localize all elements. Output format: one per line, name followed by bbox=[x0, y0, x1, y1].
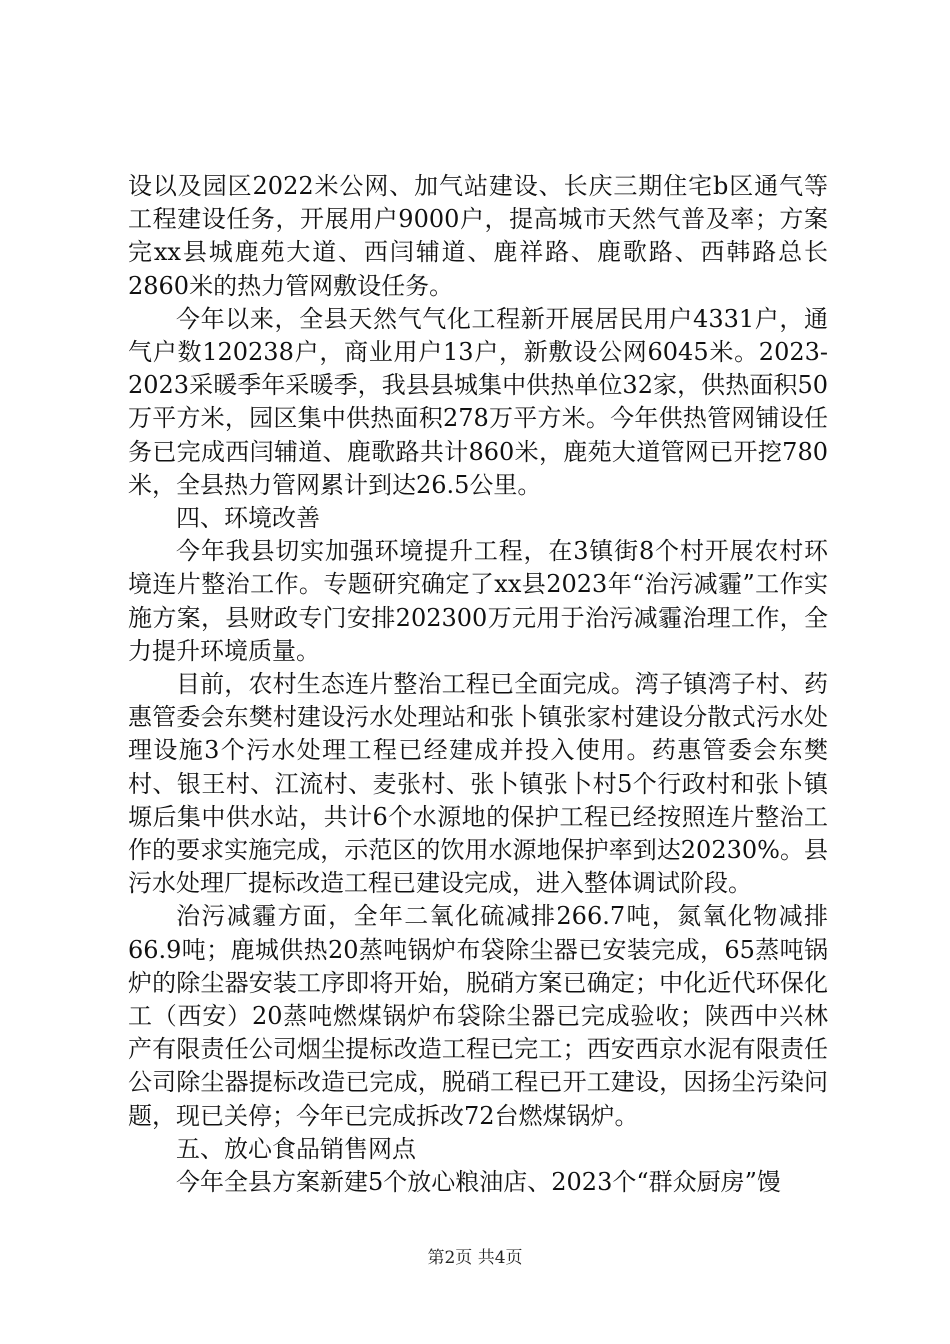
document-body bbox=[128, 170, 828, 1199]
paragraph-rural-renovation: 目前，农村生态连片整治工程已全面完成。湾子镇湾子村、药惠管委会东樊村建设污水处理站和张卜镇张家村建设分散式污水处理设施3个污水处理工程已经建成并投入使用。药惠管委会东樊村、银王村、江流村、麦张村、张卜镇张卜村5个行政村和张卜镇塬后集中供水站，共计6个水源地的保护工程已经按照连片整治工作的要求实施完成，示范区的饮用水源地保护率到达20230%。县污水处理厂提标改造工程已建设完成，进入整体调试阶段。 bbox=[128, 670, 828, 898]
page-number-footer: 第2页 共4页 bbox=[427, 1248, 523, 1268]
paragraph-food-outlets: 今年全县方案新建5个放心粮油店、2023个“群众厨房”馒 bbox=[176, 1168, 781, 1197]
paragraph-pollution-control: 治污减霾方面，全年二氧化硫减排266.7吨，氮氧化物减排66.9吨；鹿城供热20蒸吨锅炉布袋除尘器已安装完成，65蒸吨锅炉的除尘器安装工序即将开始，脱硝方案已确定；中化近代环保化工（西安）20蒸吨燃煤锅炉布袋除尘器已完成验收；陕西中兴林产有限责任公司烟尘提标改造工程已完工；西安西京水泥有限责任公司除尘器提标改造已完成，脱硝工程已开工建设，因扬尘污染问题，现已关停；今年已完成拆改72台燃煤锅炉。 bbox=[128, 902, 828, 1130]
paragraph-gas-heating: 今年以来，全县天然气气化工程新开展居民用户4331户，通气户数120238户，商业用户13户，新敷设公网6045米。2023-2023采暖季年采暖季，我县县城集中供热单位32家，供热面积50万平方米，园区集中供热面积278万平方米。今年供热管网铺设任务已完成西闫辅道、鹿歌路共计860米，鹿苑大道管网已开挖780米，全县热力管网累计到达26.5公里。 bbox=[128, 304, 828, 499]
paragraph-environment-plan: 今年我县切实加强环境提升工程，在3镇街8个村开展农村环境连片整治工作。专题研究确定了xx县2023年“治污减霾”工作实施方案，县财政专门安排202300万元用于治污减霾治理工作，全力提升环境质量。 bbox=[128, 537, 828, 665]
section-heading-food-outlets: 五、放心食品销售网点 bbox=[176, 1134, 416, 1163]
paragraph-continuation: 设以及园区2022米公网、加气站建设、长庆三期住宅b区通气等工程建设任务，开展用户9000户，提高城市天然气普及率；方案完xx县城鹿苑大道、西闫辅道、鹿祥路、鹿歌路、西韩路总长2860米的热力管网敷设任务。 bbox=[128, 172, 828, 300]
section-heading-environment: 四、环境改善 bbox=[176, 504, 320, 533]
